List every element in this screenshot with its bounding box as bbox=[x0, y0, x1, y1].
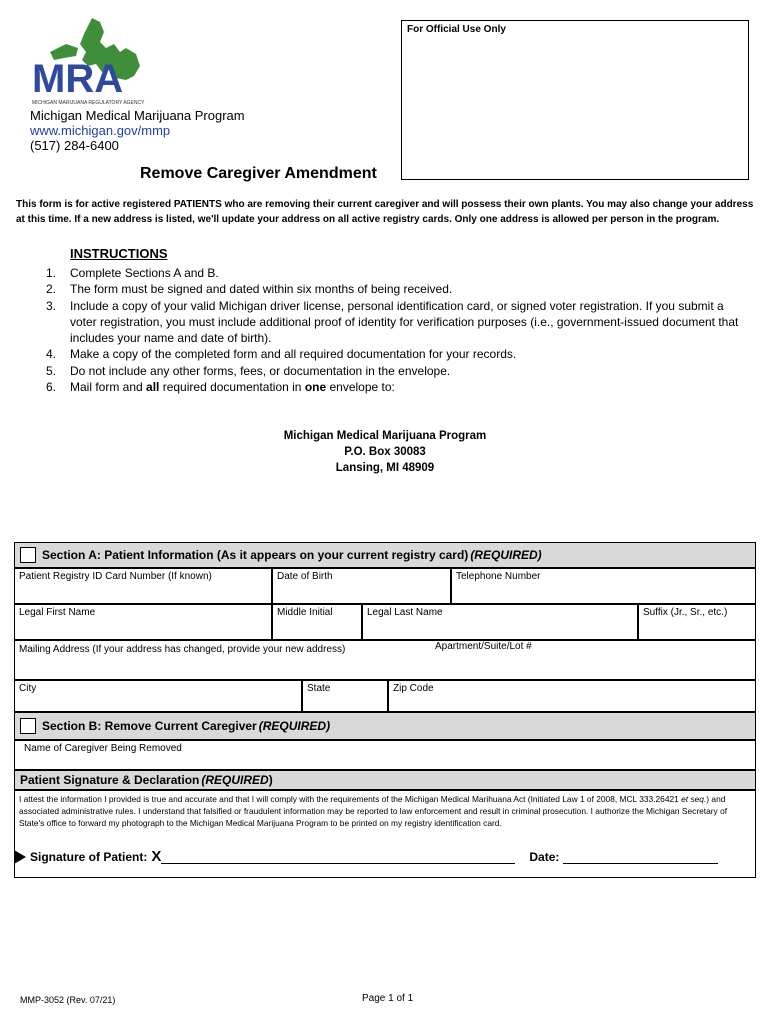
date-label: Date: bbox=[529, 849, 560, 864]
list-item: 1. Complete Sections A and B. bbox=[46, 266, 219, 280]
list-item: 3. Include a copy of your valid Michigan driver license, personal identification card, or signed voter registration. If you submit a voter registration, you must include additional proof of identity for verification purposes (i.e., government-issued document that includes your name and date of birth). bbox=[46, 298, 739, 346]
last-name-field[interactable]: Legal Last Name bbox=[362, 604, 638, 640]
registry-id-field[interactable]: Patient Registry ID Card Number (If known) bbox=[14, 568, 272, 604]
mailing-address-label: Mailing Address (If your address has changed, provide your new address) bbox=[19, 644, 346, 655]
program-website-link[interactable]: www.michigan.gov/mmp bbox=[30, 123, 171, 138]
signature-row bbox=[14, 848, 718, 865]
suffix-field[interactable]: Suffix (Jr., Sr., etc.) bbox=[638, 604, 756, 640]
dob-field[interactable]: Date of Birth bbox=[272, 568, 451, 604]
form-intro: This form is for active registered PATIENTS who are removing their current caregiver and will possess their own plants. You may also change your address at this time. If a new address is listed, we'll update your address on all active registry cards. Only one address is allowed per person in the program. bbox=[16, 199, 754, 225]
mra-logo bbox=[30, 16, 150, 106]
list-item: 4. Make a copy of the completed form and all required documentation for your records. bbox=[46, 347, 517, 362]
apartment-label: Apartment/Suite/Lot # bbox=[435, 641, 532, 652]
signature-line[interactable] bbox=[161, 849, 515, 864]
section-b-header: Section B: Remove Current Caregiver (REQUIRED) bbox=[14, 712, 756, 740]
sign-here-arrow-icon bbox=[14, 850, 26, 864]
instructions-heading: INSTRUCTIONS bbox=[70, 246, 168, 261]
state-field[interactable]: State bbox=[302, 680, 388, 712]
section-a-checkbox[interactable] bbox=[20, 547, 36, 563]
form-id: MMP-3052 (Rev. 07/21) bbox=[20, 995, 116, 1005]
logo-text: MRA bbox=[32, 57, 124, 101]
page-number: Page 1 of 1 bbox=[362, 993, 414, 1004]
signature-label: Signature of Patient: bbox=[30, 849, 148, 864]
section-a-title: Section A: Patient Information (As it appears on your current registry card) bbox=[42, 548, 469, 562]
program-contact bbox=[30, 108, 245, 153]
list-item: 6. Mail form and all required documentation in one envelope to: bbox=[46, 380, 395, 395]
official-use-label: For Official Use Only bbox=[407, 24, 506, 35]
section-a-header: Section A: Patient Information (As it appears on your current registry card) (REQUIRED) bbox=[14, 542, 756, 568]
middle-initial-field[interactable]: Middle Initial bbox=[272, 604, 362, 640]
section-b-title: Section B: Remove Current Caregiver bbox=[42, 719, 257, 733]
instructions-list bbox=[46, 265, 746, 395]
section-b-checkbox[interactable] bbox=[20, 718, 36, 734]
official-use-box bbox=[401, 20, 749, 180]
mailing-address: Michigan Medical Marijuana Program P.O. Box 30083 Lansing, MI 48909 bbox=[283, 430, 487, 474]
program-name: Michigan Medical Marijuana Program bbox=[30, 108, 245, 123]
declaration-title: Patient Signature & Declaration bbox=[20, 773, 200, 787]
zip-field[interactable]: Zip Code bbox=[388, 680, 756, 712]
signature-x: X bbox=[151, 848, 162, 865]
list-item: 2. The form must be signed and dated within six months of being received. bbox=[46, 282, 453, 297]
declaration-text: I attest the information I provided is true and accurate and that I will comply with the requirements of the Michigan Medical Marihuana Act (Initiated Law 1 of 2008, MCL 333.26421 et seq.) and associated administrative rules. I understand that falsified or fraudulent information may be reported to law enforcement and result in criminal prosecution. I authorize the Michigan Secretary of State's office to forward my photograph to the Michigan Medical Marijuana Program to be printed on my registry identification card. bbox=[19, 794, 728, 829]
mailing-address-field[interactable] bbox=[14, 640, 756, 680]
logo-subtext: MICHIGAN MARIJUANA REGULATORY AGENCY bbox=[32, 100, 145, 106]
caregiver-name-field[interactable]: Name of Caregiver Being Removed bbox=[14, 740, 756, 770]
date-line[interactable] bbox=[563, 849, 718, 864]
program-phone: (517) 284-6400 bbox=[30, 138, 119, 153]
city-field[interactable]: City bbox=[14, 680, 302, 712]
first-name-field[interactable]: Legal First Name bbox=[14, 604, 272, 640]
form-title: Remove Caregiver Amendment bbox=[140, 165, 377, 182]
list-item: 5. Do not include any other forms, fees, or documentation in the envelope. bbox=[46, 363, 451, 378]
telephone-field[interactable]: Telephone Number bbox=[451, 568, 756, 604]
declaration-header: Patient Signature & Declaration (REQUIRED ) bbox=[14, 770, 756, 790]
